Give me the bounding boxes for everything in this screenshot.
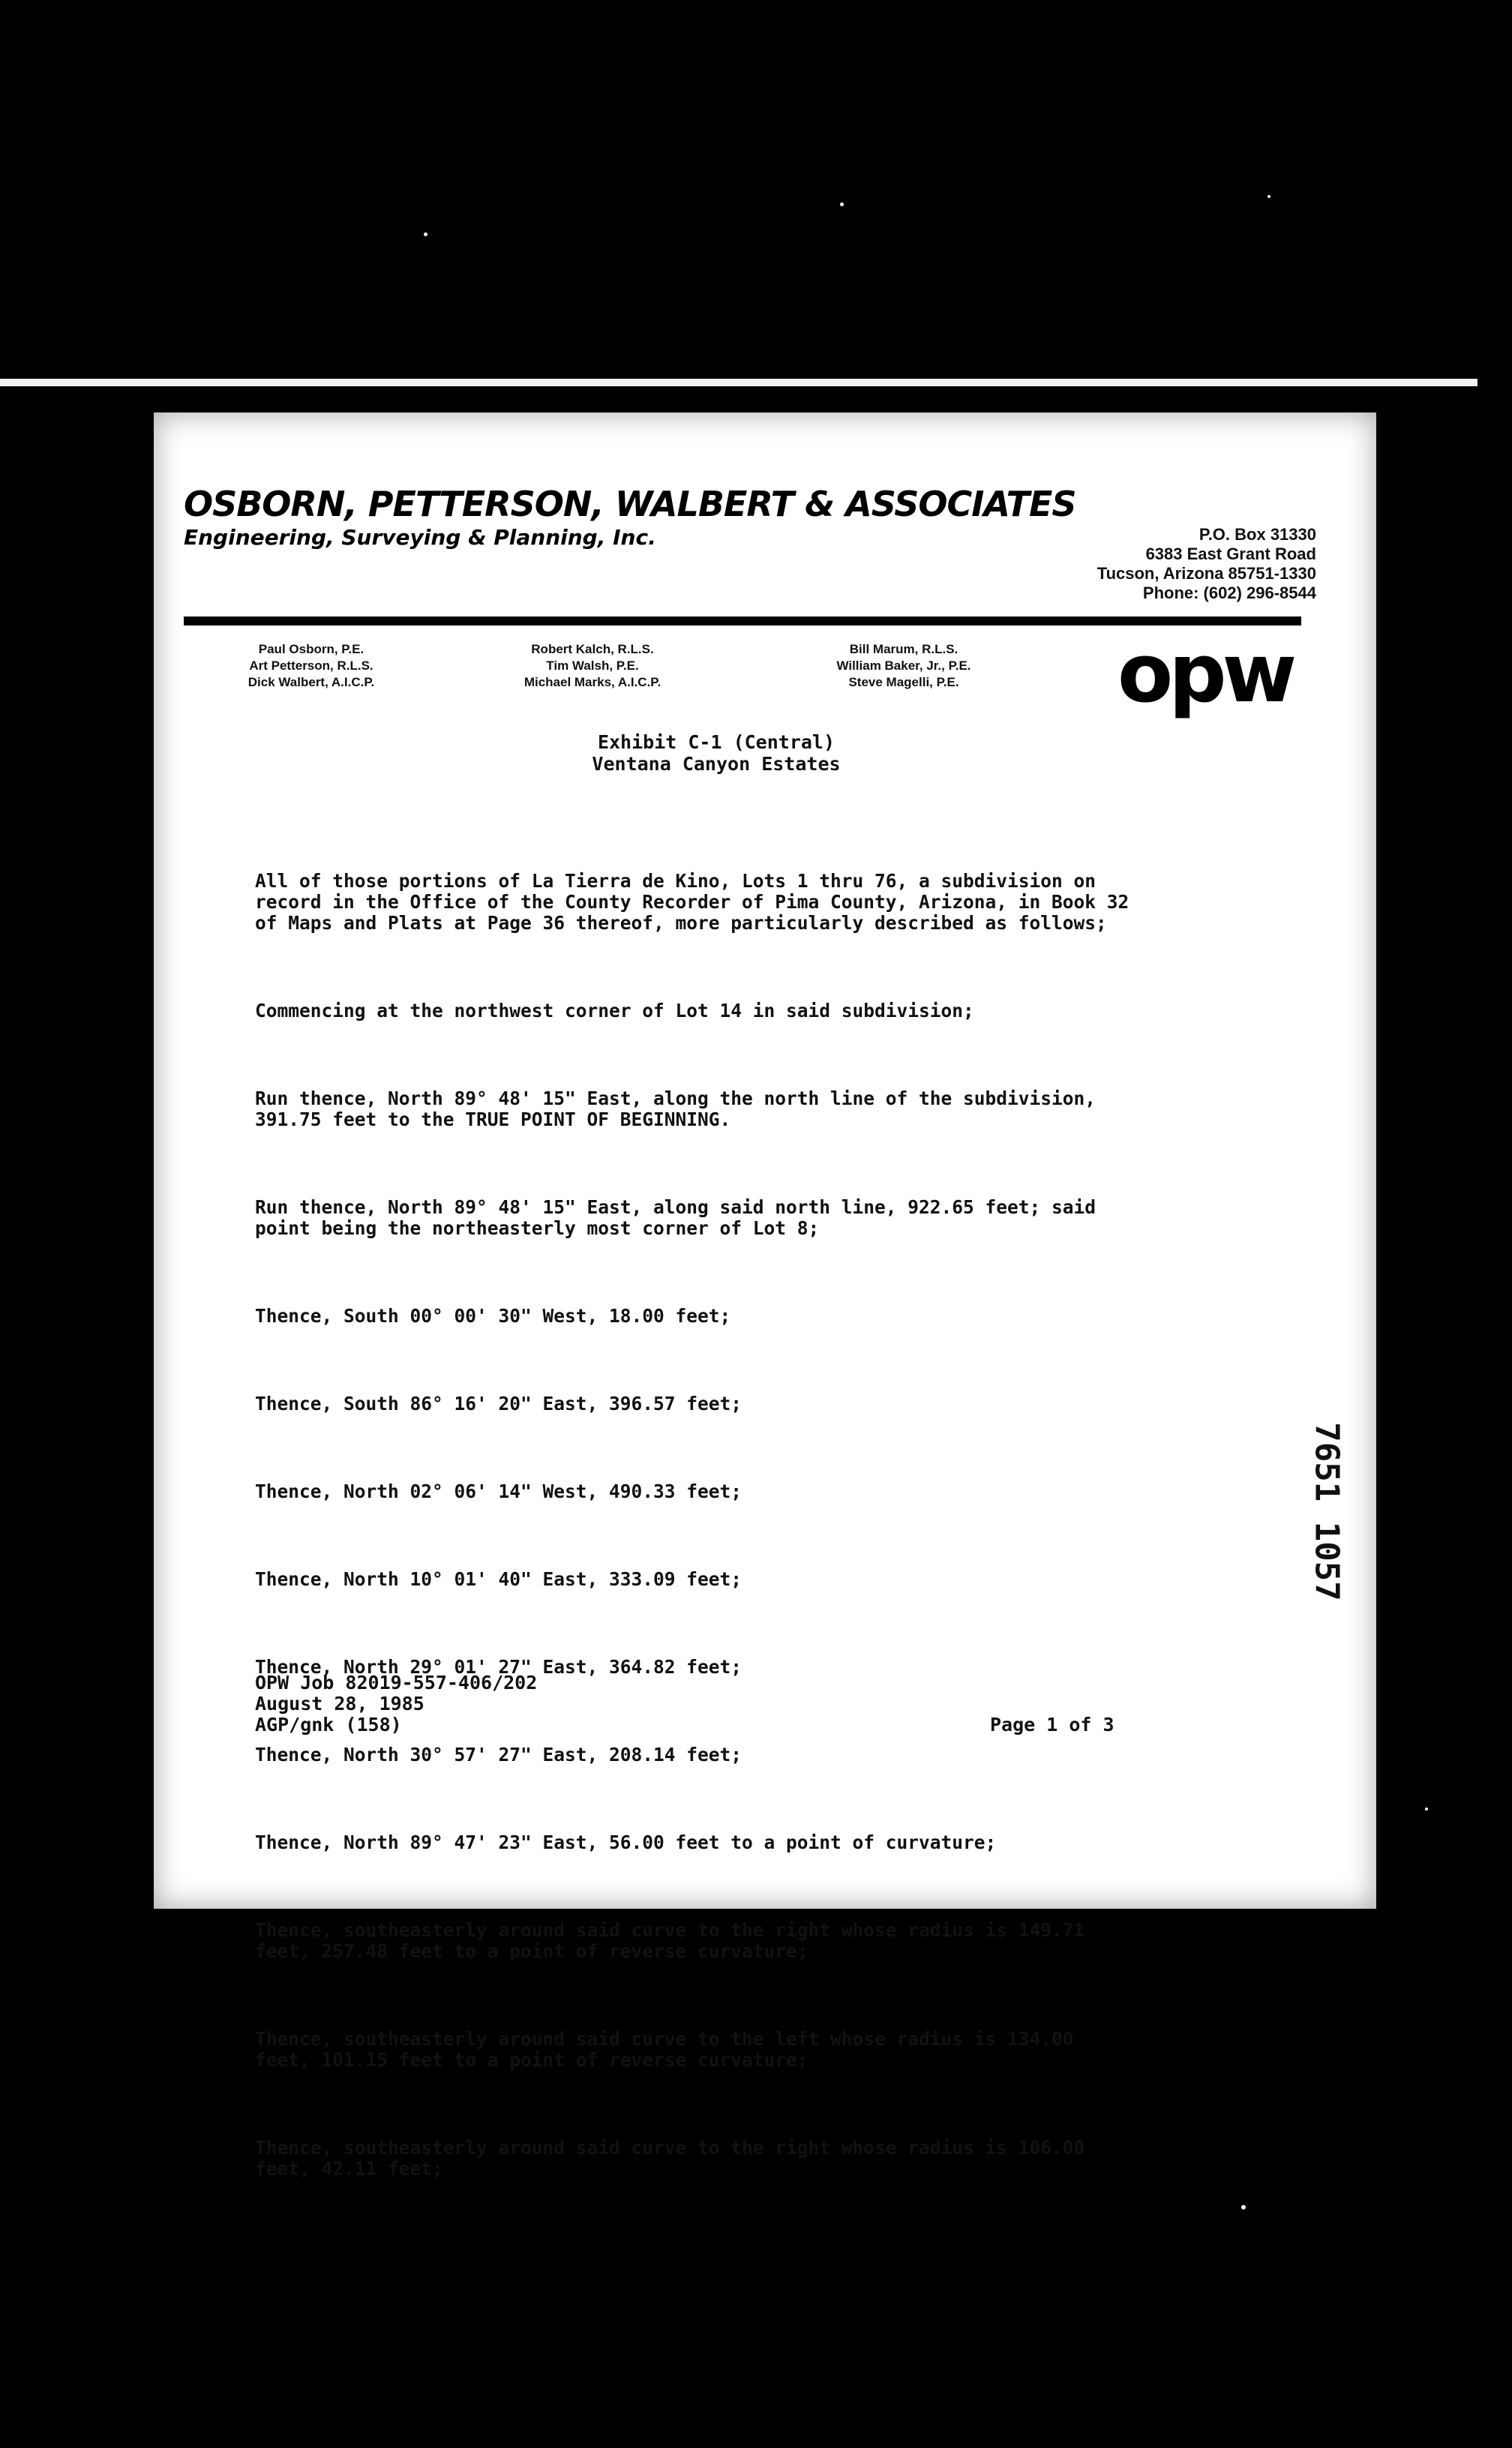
document-date: August 28, 1985 xyxy=(255,1693,424,1714)
staff-column-1 xyxy=(199,641,424,691)
document-page xyxy=(154,412,1376,2180)
exhibit-subtitle: Ventana Canyon Estates xyxy=(592,753,841,775)
paragraph: Thence, North 89° 47' 23" East, 56.00 feet to a point of curvature; xyxy=(255,1832,997,1853)
firm-address xyxy=(1097,525,1316,603)
scan-speck xyxy=(1425,1808,1428,1810)
job-number: OPW Job 82019-557-406/202 xyxy=(255,1672,538,1694)
document-footer xyxy=(255,1672,537,1736)
page-number: Page 1 of 3 xyxy=(990,1714,1114,1736)
address-line: 6383 East Grant Road xyxy=(1145,544,1316,563)
scan-speck xyxy=(1268,195,1270,198)
paragraph: Thence, southeasterly around said curve to the right whose radius is 149.71 feet, 257.48 feet to a point of reverse curvature; xyxy=(255,1919,1085,1962)
staff-name: Robert Kalch, R.L.S. xyxy=(531,642,654,656)
staff-name: Tim Walsh, P.E. xyxy=(546,658,639,673)
paragraph: Thence, southeasterly around said curve to the left whose radius is 134.00 feet, 101.15 feet to a point of reverse curvature; xyxy=(255,2028,1074,2071)
address-line: Phone: (602) 296-8544 xyxy=(1142,584,1316,602)
paragraph: Thence, North 02° 06' 14" West, 490.33 feet; xyxy=(255,1480,742,1502)
staff-name: William Baker, Jr., P.E. xyxy=(836,658,971,673)
staff-name: Art Petterson, R.L.S. xyxy=(249,658,374,673)
exhibit-heading xyxy=(154,731,1376,775)
paragraph: Thence, North 29° 01' 27" East, 364.82 feet; xyxy=(255,1656,742,1678)
staff-name: Paul Osborn, P.E. xyxy=(258,642,364,656)
opw-logo: opw xyxy=(1118,627,1293,721)
staff-column-3 xyxy=(791,641,1016,691)
legal-description xyxy=(255,829,1260,2246)
address-line: P.O. Box 31330 xyxy=(1198,525,1316,544)
paragraph: Thence, South 00° 00' 30" West, 18.00 feet; xyxy=(255,1305,731,1327)
staff-name: Steve Magelli, P.E. xyxy=(848,675,959,689)
typist-initials: AGP/gnk (158) xyxy=(255,1714,402,1736)
firm-subtitle: Engineering, Surveying & Planning, Inc. xyxy=(184,525,656,550)
letterhead-rule xyxy=(184,616,1301,626)
paragraph: Run thence, North 89° 48' 15" East, along said north line, 922.65 feet; said point being the northeasterly most corner of Lot 8; xyxy=(255,1196,1096,1239)
paragraph: Thence, southeasterly around said curve to the right whose radius is 106.00 feet, 42.11 feet; xyxy=(255,2137,1085,2180)
paragraph: Thence, North 30° 57' 27" East, 208.14 feet; xyxy=(255,1744,742,1766)
recording-stamp: 7651 1057 xyxy=(1307,1422,1346,1601)
scan-edge-line xyxy=(0,379,1478,386)
paragraph: All of those portions of La Tierra de Kino, Lots 1 thru 76, a subdivision on record in the Office of the County Recorder of Pima County, Arizona, in Book 32 of Maps and Plats at Page 36 thereof, more particularly described as follows; xyxy=(255,870,1130,934)
firm-name: OSBORN, PETTERSON, WALBERT & ASSOCIATES xyxy=(184,484,1076,524)
exhibit-title: Exhibit C-1 (Central) xyxy=(597,731,836,753)
staff-name: Michael Marks, A.I.C.P. xyxy=(524,675,662,689)
scan-speck xyxy=(424,232,428,236)
paragraph: Commencing at the northwest corner of Lot 14 in said subdivision; xyxy=(255,1000,974,1022)
address-line: Tucson, Arizona 85751-1330 xyxy=(1096,564,1316,583)
staff-name: Bill Marum, R.L.S. xyxy=(849,642,958,656)
paragraph: Thence, South 86° 16' 20" East, 396.57 feet; xyxy=(255,1393,742,1414)
scan-speck xyxy=(840,202,844,206)
staff-name: Dick Walbert, A.I.C.P. xyxy=(248,675,375,689)
paragraph: Run thence, North 89° 48' 15" East, along the north line of the subdivision, 391.75 feet to the TRUE POINT OF BEGINNING. xyxy=(255,1088,1096,1130)
staff-column-2 xyxy=(480,641,705,691)
paragraph: Thence, North 10° 01' 40" East, 333.09 feet; xyxy=(255,1568,742,1590)
